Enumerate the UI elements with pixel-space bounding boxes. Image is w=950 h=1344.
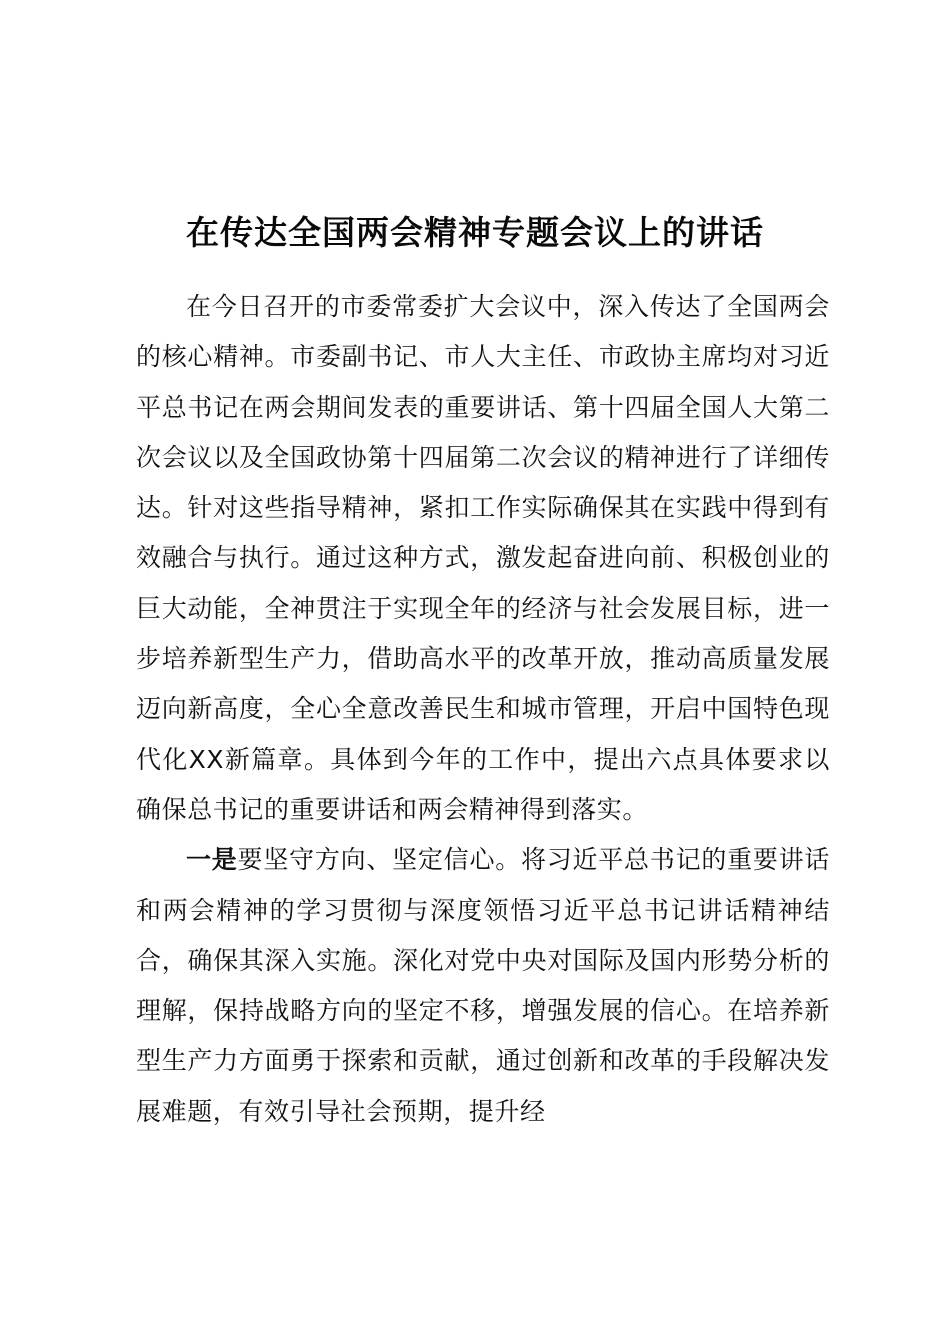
paragraph-intro-text: 在今日召开的市委常委扩大会议中，深入传达了全国两会的核心精神。市委副书记、市人大主任、市政协主席均对习近平总书记在两会期间发表的重要讲话、第十四届全国人大第二次会议以及全国政协第十四届第二次会议的精神进行了详细传达。针对这些指导精神，紧扣工作实际确保其在实践中得到有效融合与执行。通过这种方式，激发起奋进向前、积极创业的巨大动能，全神贯注于实现全年的经济与社会发展目标，进一步培养新型生产力，借助高水平的改革开放，推动高质量发展迈向新高度，全心全意改善民生和城市管理，开启中国特色现代化XX新篇章。具体到今年的工作中，提出六点具体要求以确保总书记的重要讲话和两会精神得到落实。 <box>136 292 830 824</box>
paragraph-point-one-lead: 一是 <box>186 845 238 875</box>
paragraph-point-one-text: 要坚守方向、坚定信心。将习近平总书记的重要讲话和两会精神的学习贯彻与深度领悟习近平总书记讲话精神结合，确保其深入实施。深化对党中央对国际及国内形势分析的理解，保持战略方向的坚定不移，增强发展的信心。在培养新型生产力方面勇于探索和贡献，通过创新和改革的手段解决发展难题，有效引导社会预期，提升经 <box>136 845 831 1126</box>
paragraph-intro <box>136 282 830 835</box>
paragraph-point-one <box>136 835 830 1137</box>
document-title: 在传达全国两会精神专题会议上的讲话 <box>186 213 764 252</box>
document-body <box>136 282 830 1137</box>
